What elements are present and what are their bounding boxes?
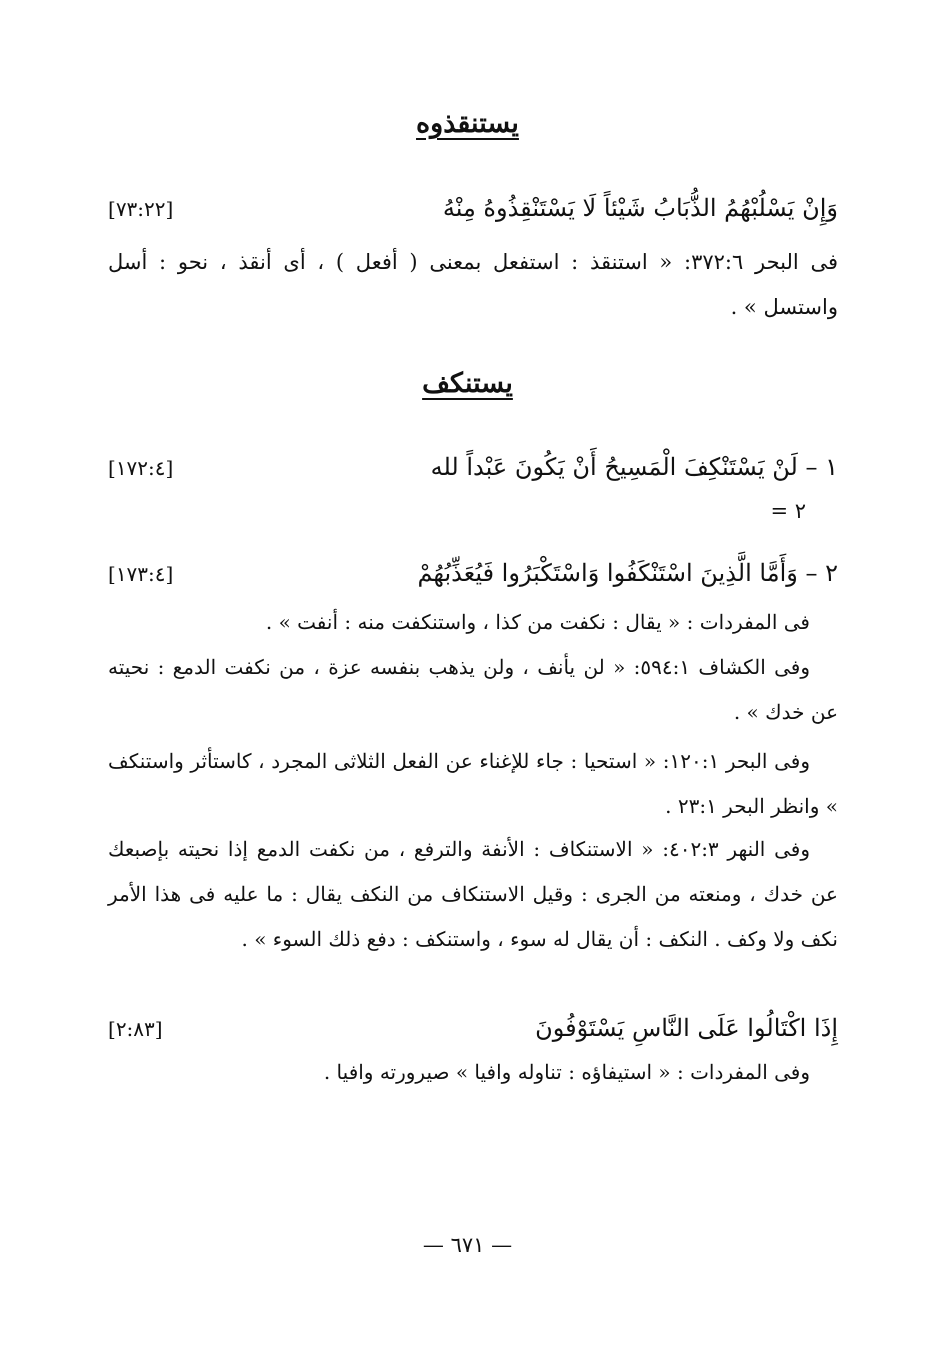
- verse-row: [108, 188, 838, 228]
- verse-reference: [١٧٣:٤]: [108, 562, 174, 586]
- commentary-text: فى المفردات : « يقال : نكفت من كذا ، واستنكفت منه : أنفت » .: [265, 610, 810, 634]
- verse-row: [108, 553, 838, 593]
- section-heading-yastanqidhuhu: يستنقذوه: [416, 108, 519, 139]
- section-heading-yastankif: يستنكف: [422, 368, 513, 399]
- commentary-line: واستسل » .: [730, 295, 838, 319]
- commentary-paragraph: [108, 645, 838, 735]
- verse-continuation: ٢ =: [770, 499, 806, 523]
- quran-verse: إِذَا اكْتَالُوا عَلَى النَّاسِ يَسْتَوْفُونَ: [535, 1014, 838, 1042]
- commentary-paragraph: [108, 827, 838, 962]
- commentary-paragraph: [108, 1050, 838, 1095]
- commentary-text: وفى البحر ١٢٠:١: « استحيا : جاء للإغناء عن الفعل الثلاثى المجرد ، كاستأثر واستنكف » وانظر البحر ٢٣:١ .: [108, 749, 838, 818]
- commentary-text: وفى الكشاف ٥٩٤:١: « لن يأنف ، ولن يذهب بنفسه عزة ، من نكفت الدمع : نحيته عن خدك » .: [108, 655, 838, 724]
- page-number: — ٦٧١ —: [422, 1233, 513, 1257]
- verse-reference: [٧٣:٢٢]: [108, 197, 174, 221]
- quran-verse: ٢ – وَأَمَّا الَّذِينَ اسْتَنْكَفُوا وَاسْتَكْبَرُوا فَيُعَذِّبُهُمْ: [417, 559, 838, 587]
- verse-row: [108, 447, 838, 487]
- verse-reference: [٢:٨٣]: [108, 1017, 163, 1041]
- commentary-paragraph: [108, 600, 838, 645]
- commentary-line: فى البحر ٣٧٢:٦: « استنقذ : استفعل بمعنى ( أفعل ) ، أى أنقذ ، نحو : أسل: [108, 250, 838, 274]
- verse-row: [108, 1008, 838, 1048]
- verse-reference: [١٧٢:٤]: [108, 456, 174, 480]
- quran-verse: وَإِنْ يَسْلُبْهُمُ الذُّبَابُ شَيْئاً لَا يَسْتَنْقِذُوهُ مِنْهُ: [442, 194, 838, 222]
- commentary-paragraph: [108, 739, 838, 829]
- commentary-text: وفى المفردات : « استيفاؤه : تناوله وافيا » صيرورته وافيا .: [323, 1060, 810, 1084]
- commentary-text: وفى النهر ٤٠٢:٣: « الاستنكاف : الأنفة والترفع ، من نكفت الدمع إذا نحيته بإصبعك عن خدك ، ومنعته من الجرى : وقيل الاستنكاف من النكف يقال : ما عليه فى هذا الأمر نكف ولا وكف . النكف : أن يقال له سوء ، واستنكف : دفع ذلك السوء » .: [108, 837, 838, 951]
- quran-verse: ١ – لَنْ يَسْتَنْكِفَ الْمَسِيحُ أَنْ يَكُونَ عَبْداً لله: [430, 453, 838, 481]
